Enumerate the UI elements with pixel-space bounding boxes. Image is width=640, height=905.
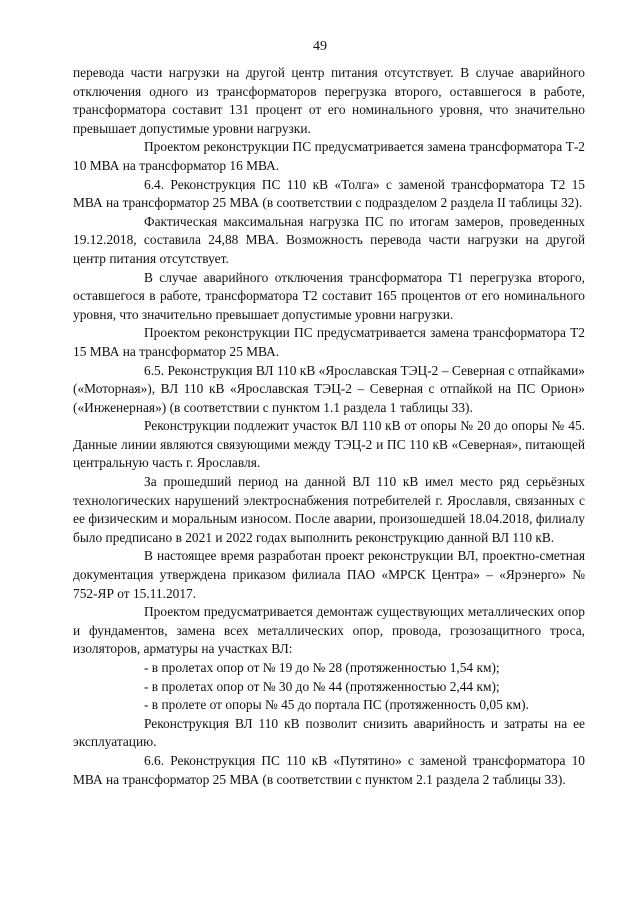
paragraph: Проектом реконструкции ПС предусматривается замена трансформатора Т2 15 МВА на трансформатор 25 МВА. xyxy=(73,325,585,359)
section-heading-6-6: 6.6. Реконструкция ПС 110 кВ «Путятино» с заменой трансформатора 10 МВА на трансформатор 25 МВА (в соответствии с пунктом 2.1 раздела 2 таблицы 33). xyxy=(73,752,585,787)
document-body xyxy=(73,64,585,789)
paragraph: Реконструкции подлежит участок ВЛ 110 кВ от опоры № 20 до опоры № 45. Данные линии являются связующими между ТЭЦ-2 и ПС 110 кВ «Северная», питающей центральную часть г. Ярославля. xyxy=(73,418,585,471)
list-item: - в пролете от опоры № 45 до портала ПС (протяженность 0,05 км). xyxy=(144,697,529,713)
paragraph: Фактическая максимальная нагрузка ПС по итогам замеров, проведенных 19.12.2018, составила 24,88 МВА. Возможность перевода части нагрузки на другой центр питания отсутствует. xyxy=(73,213,585,266)
page-number: 49 xyxy=(313,39,327,54)
paragraph: Проектом реконструкции ПС предусматривается замена трансформатора Т-2 10 МВА на трансформатор 16 МВА. xyxy=(73,139,585,173)
paragraph: Проектом предусматривается демонтаж существующих металлических опор и фундаментов, замена всех металлических опор, провода, грозозащитного троса, изоляторов, арматуры на участках ВЛ: xyxy=(73,604,585,657)
paragraph: В случае аварийного отключения трансформатора Т1 перегрузка второго, оставшегося в работе, трансформатора Т2 составит 165 процентов от его номинального уровня, что значительно превышает допустимые уровни нагрузки. xyxy=(73,269,585,322)
paragraph: В настоящее время разработан проект реконструкции ВЛ, проектно-сметная документация утверждена приказом филиала ПАО «МРСК Центра» – «Ярэнерго» № 752-ЯР от 15.11.2017. xyxy=(73,548,585,601)
list-item: - в пролетах опор от № 19 до № 28 (протяженностью 1,54 км); xyxy=(144,660,500,675)
paragraph: Реконструкция ВЛ 110 кВ позволит снизить аварийность и затраты на ее эксплуатацию. xyxy=(73,715,585,750)
list-item: - в пролетах опор от № 30 до № 44 (протяженностью 2,44 км); xyxy=(144,678,500,694)
section-heading-6-4: 6.4. Реконструкция ПС 110 кВ «Толга» с заменой трансформатора Т2 15 МВА на трансформатор 25 МВА (в соответствии с подразделом 2 раздела II таблицы 32). xyxy=(73,176,585,211)
paragraph: перевода части нагрузки на другой центр питания отсутствует. В случае аварийного отключения одного из трансформаторов перегрузка второго, оставшегося в работе, трансформатора составит 131 процент от его номинального уровня, что значительно превышает допустимые уровни нагрузки. xyxy=(73,65,585,136)
section-heading-6-5: 6.5. Реконструкция ВЛ 110 кВ «Ярославская ТЭЦ-2 – Северная с отпайками» («Моторная»), ВЛ 110 кВ «Ярославская ТЭЦ-2 – Северная с отпайкой на ПС Орион» («Инженерная») (в соответствии с пунктом 1.1 раздела 1 таблицы 33). xyxy=(73,362,585,415)
paragraph: За прошедший период на данной ВЛ 110 кВ имел место ряд серьёзных технологических нарушений электроснабжения потребителей г. Ярославля, связанных с ее физическим и моральным износом. После аварии, произошедшей 18.04.2018, филиалу было предписано в 2021 и 2022 годах выполнить реконструкцию данной ВЛ 110 кВ. xyxy=(73,474,585,545)
